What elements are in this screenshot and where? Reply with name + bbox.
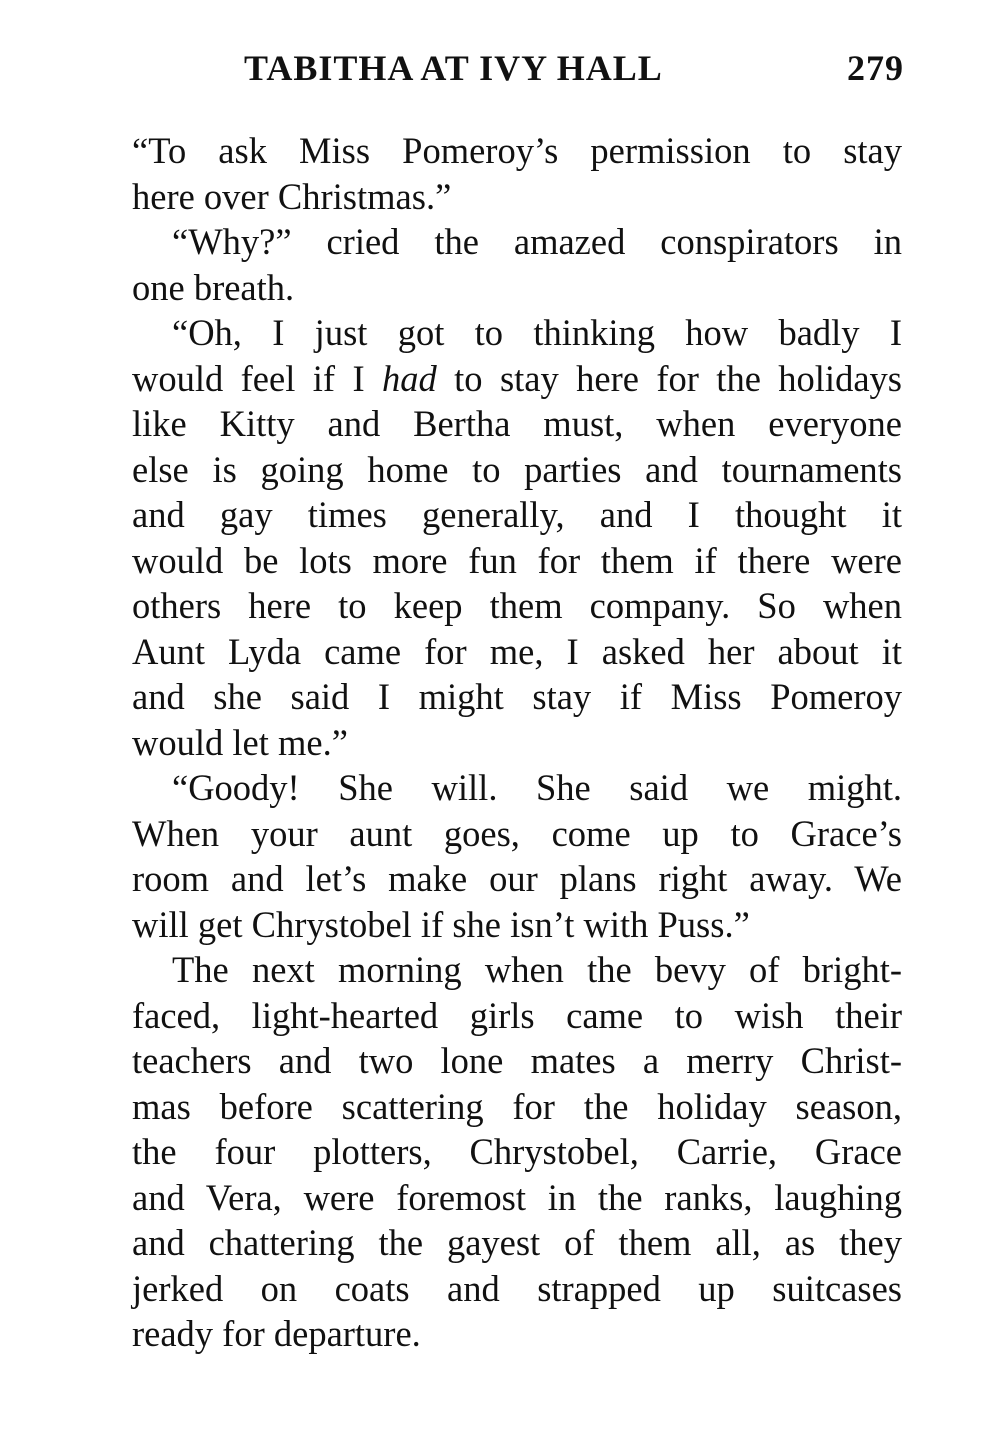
text-line <box>132 356 902 402</box>
text-line: one breath. <box>132 266 295 308</box>
text-line: “To ask Miss Pomeroy’s permission to stay <box>132 130 902 171</box>
text-line: Aunt Lyda came for me, I asked her about it <box>132 630 902 672</box>
body-text <box>132 128 902 1357</box>
text-line: “Why?” cried the amazed conspirators in <box>172 221 902 262</box>
text-line: others here to keep them company. So when <box>132 585 902 626</box>
text-line: here over Christmas.” <box>132 175 452 217</box>
text-line: and chattering the gayest of them all, as they <box>132 1222 902 1263</box>
text-line: faced, light-hearted girls came to wish their <box>132 994 902 1036</box>
text-line: would be lots more fun for them if there were <box>132 539 902 581</box>
page-number: 279 <box>847 48 904 88</box>
text-segment: would feel if I <box>132 357 382 399</box>
italic-emphasis: had <box>382 357 437 399</box>
text-line: “Oh, I just got to thinking how badly I <box>172 312 902 353</box>
text-line: would let me.” <box>132 721 348 763</box>
text-line: the four plotters, Chrystobel, Carrie, Grace <box>132 1131 902 1172</box>
text-line: “Goody! She will. She said we might. <box>172 767 902 808</box>
text-line: and gay times generally, and I thought it <box>132 494 902 535</box>
running-title: TABITHA AT IVY HALL <box>244 48 663 88</box>
text-line: and Vera, were foremost in the ranks, laughing <box>132 1176 902 1218</box>
text-line: like Kitty and Bertha must, when everyone <box>132 403 902 444</box>
text-line: else is going home to parties and tournaments <box>132 448 902 490</box>
running-head <box>244 42 904 94</box>
text-line: ready for departure. <box>132 1313 421 1354</box>
text-line: teachers and two lone mates a merry Christ- <box>132 1040 902 1081</box>
text-line: When your aunt goes, come up to Grace’s <box>132 812 902 854</box>
text-segment: to stay here for the holidays <box>436 357 902 399</box>
text-line: jerked on coats and strapped up suitcases <box>132 1267 902 1309</box>
text-line: room and let’s make our plans right away. We <box>132 858 902 899</box>
text-line: and she said I might stay if Miss Pomeroy <box>132 676 902 717</box>
text-line: The next morning when the bevy of bright- <box>172 949 902 990</box>
text-line: will get Chrystobel if she isn’t with Puss.” <box>132 903 750 945</box>
text-line: mas before scattering for the holiday season, <box>132 1085 902 1127</box>
